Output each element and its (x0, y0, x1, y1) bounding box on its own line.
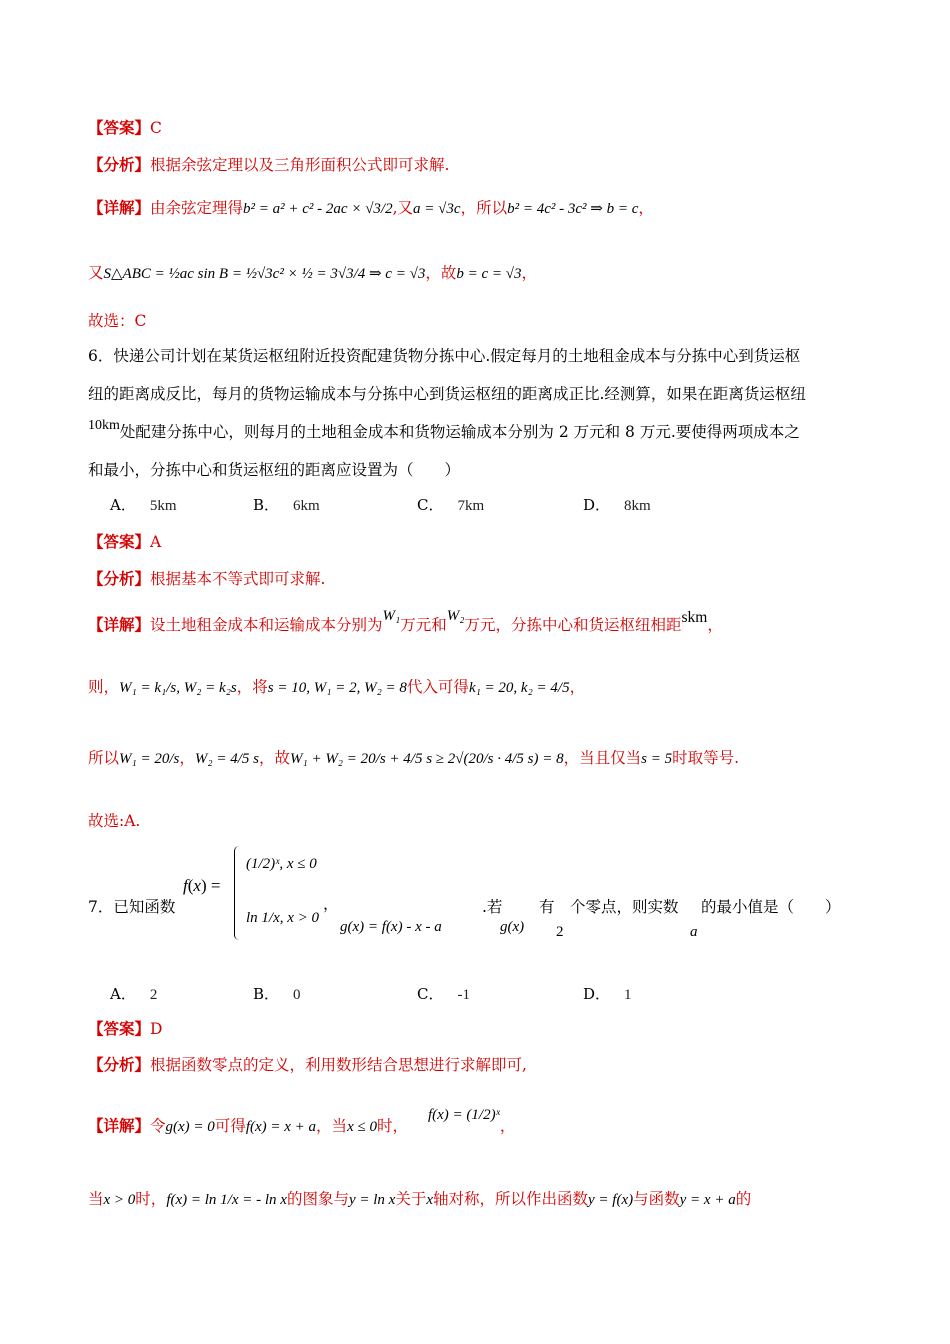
q7-comma: ， (323, 895, 339, 913)
q7-option-c[interactable] (417, 983, 470, 1004)
detail-text: ，所以 (460, 199, 508, 217)
detail-text: 由余弦定理得 (150, 199, 244, 217)
q5-detail-line-2 (88, 262, 537, 285)
option-value: 2 (149, 987, 158, 1003)
gx-symbol: g(x) (500, 919, 525, 935)
result-formula: b = c = √3 (456, 266, 522, 282)
q7-analysis-line (88, 1054, 527, 1076)
analysis-text: 根据函数零点的定义，利用数形结合思想进行求解即可, (150, 1056, 527, 1074)
detail-tag: 【详解】 (88, 1116, 151, 1135)
option-value: 1 (624, 987, 632, 1003)
option-label: A． (110, 985, 136, 1003)
f-equals-line-formula: f(x) = x + a (245, 1119, 317, 1135)
distance-value: 10km (88, 418, 120, 433)
q7-option-b[interactable] (253, 983, 301, 1004)
g-zero-formula: g(x) = 0 (165, 1119, 215, 1135)
option-label: C． (417, 496, 444, 514)
detail-text: ,又 (392, 199, 414, 217)
piecewise-case-2: ln 1/x, x > 0 (246, 910, 320, 926)
detail-tag: 【详解】 (88, 615, 151, 634)
q7-intro: 7．已知函数 (88, 898, 176, 916)
q6-stem-line-1: 6．快递公司计划在某货运枢纽附近投资配建货物分拣中心.假定每月的土地租金成本与分拣中心到货运枢 (88, 347, 801, 365)
analysis-text: 根据基本不等式即可求解. (150, 570, 326, 588)
option-value: 5km (149, 498, 177, 514)
q6-option-a[interactable] (110, 494, 177, 515)
detail-text: 则， (88, 678, 120, 696)
a-relation-formula: a = √3c (413, 201, 461, 217)
detail-text: 当 (88, 1190, 104, 1208)
detail-text: ， (569, 678, 586, 696)
q7-answer-line (88, 1018, 162, 1040)
answer-tag: 【答案】 (88, 118, 151, 137)
detail-text: 万元和 (400, 616, 447, 634)
inequality-formula: W₁ + W₂ = 20/s + 4/5 s ≥ 2√(20/s · 4/5 s) = 8 (289, 751, 564, 767)
detail-text: ， (499, 1117, 516, 1135)
q5-choose-line: 故选：C (88, 312, 147, 330)
detail-text: 轴对称，所以作出函数 (433, 1190, 589, 1208)
q5-detail-line-1 (88, 197, 654, 220)
detail-text: 令 (150, 1117, 166, 1135)
q7-ruo: .若 (482, 898, 503, 916)
q6-analysis-line (88, 568, 325, 590)
detail-text: 又 (88, 264, 104, 282)
detail-text: 设土地租金成本和运输成本分别为 (150, 616, 383, 634)
detail-text: 与函数 (633, 1190, 680, 1208)
q5-analysis-line (88, 154, 449, 176)
q6-detail-line-3 (88, 747, 739, 770)
detail-text: 万元，分拣中心和货运枢纽相距 (464, 616, 682, 634)
detail-text: ， (707, 616, 723, 634)
distance-symbol: skm (681, 609, 708, 626)
detail-text: 代入可得 (406, 678, 469, 696)
detail-text: ， (521, 264, 537, 282)
detail-text: ，故 (425, 264, 457, 282)
y-line-formula: y = x + a (679, 1192, 736, 1208)
y-f-formula: y = f(x) (588, 1192, 634, 1208)
detail-text: ，故 (258, 749, 290, 767)
q7-rest-2: 的最小值是（ ） (701, 898, 841, 916)
q6-option-d[interactable] (583, 494, 651, 515)
piecewise-brace (234, 846, 239, 940)
option-label: C． (417, 985, 444, 1003)
exp-formula: f(x) = (1/2)ˣ (427, 1107, 500, 1123)
option-label: D． (583, 985, 611, 1003)
w1-formula: W₁ = 20/s (119, 751, 180, 767)
detail-text: 关于 (395, 1190, 427, 1208)
equality-condition: s = 5 (641, 751, 673, 767)
answer-value: A (150, 533, 162, 551)
lnx-formula: y = ln x (348, 1192, 396, 1208)
q6-detail-line-1 (88, 608, 723, 637)
answer-value: C (150, 119, 162, 137)
stem-text: 处配建分拣中心，则每月的土地租金成本和货物运输成本分别为 2 万元和 8 万元.要使得两项成本之 (119, 423, 800, 441)
q6-stem-line-4: 和最小，分拣中心和货运枢纽的距离应设置为（ ） (88, 461, 461, 479)
detail-text: ， (638, 199, 654, 217)
detail-text: 可得 (214, 1117, 246, 1135)
detail-text: ，当且仅当 (563, 749, 642, 767)
w1-symbol: W₁ (382, 608, 401, 624)
option-label: B． (253, 985, 280, 1003)
q7-option-d[interactable] (583, 983, 632, 1004)
q6-answer-line (88, 531, 161, 553)
option-value: -1 (457, 987, 470, 1003)
answer-tag: 【答案】 (88, 1019, 151, 1038)
q6-option-b[interactable] (253, 494, 320, 515)
detail-text: 时， (376, 1117, 408, 1135)
detail-text: 所以 (88, 749, 120, 767)
w2-symbol: W₂ (446, 608, 465, 624)
detail-text: ，当 (316, 1117, 348, 1135)
q6-detail-line-2 (88, 676, 585, 699)
detail-text: 时取等号. (672, 749, 740, 767)
q6-stem-line-2: 纽的距离成反比，每月的货物运输成本与分拣中心到货运枢纽的距离成正比.经测算，如果在距离货运枢纽 (88, 385, 806, 403)
w2-formula: W₂ = 4/5 s (194, 751, 259, 767)
x-positive: x > 0 (103, 1192, 136, 1208)
log-formula: f(x) = ln 1/x = - ln x (166, 1192, 287, 1208)
option-label: A． (110, 496, 136, 514)
analysis-tag: 【分析】 (88, 155, 151, 174)
b-equals-c-formula: b² = 4c² - 3c² ⇒ b = c (507, 201, 639, 217)
analysis-tag: 【分析】 (88, 569, 151, 588)
a-symbol: a (690, 924, 698, 940)
detail-text: 的图象与 (286, 1190, 349, 1208)
cosine-law-formula: b² = a² + c² - 2ac × √3/2 (243, 201, 393, 217)
substitution-formula: s = 10, W₁ = 2, W₂ = 8 (267, 680, 407, 696)
detail-text: 时， (135, 1190, 167, 1208)
detail-text: ， (179, 749, 195, 767)
zero-count: 2 (556, 924, 564, 940)
detail-tag: 【详解】 (88, 198, 151, 217)
detail-text: 的 (735, 1190, 752, 1208)
q7-detail-line-1 (88, 1107, 516, 1138)
option-value: 7km (457, 498, 485, 514)
q7-rest: 个零点，则实数 (570, 898, 679, 916)
option-value: 8km (624, 498, 651, 514)
option-value: 6km (293, 498, 320, 514)
k-values-formula: k₁ = 20, k₂ = 4/5 (468, 680, 570, 696)
analysis-tag: 【分析】 (88, 1055, 151, 1074)
answer-tag: 【答案】 (88, 532, 151, 551)
q6-choose-line: 故选:A. (88, 812, 141, 830)
detail-text: ，将 (236, 678, 268, 696)
option-value: 0 (293, 987, 301, 1003)
cost-model-formula: W₁ = k₁/s, W₂ = k₂s (119, 680, 237, 696)
piecewise-function-lhs: f(x) = (183, 876, 221, 895)
q7-detail-line-2 (88, 1188, 751, 1211)
q5-answer-line (88, 117, 162, 139)
x-axis-symbol: x (426, 1192, 433, 1208)
q6-option-c[interactable] (417, 494, 484, 515)
q7-you: 有 (539, 898, 555, 916)
q7-option-a[interactable] (110, 983, 157, 1004)
option-label: D． (583, 496, 611, 514)
g-definition: g(x) = f(x) - x - a (340, 919, 442, 935)
piecewise-case-1: (1/2)ˣ, x ≤ 0 (246, 856, 317, 872)
q6-stem-line-3 (88, 418, 800, 445)
option-label: B． (253, 496, 280, 514)
answer-value: D (150, 1020, 163, 1038)
area-formula: S△ABC = ½ac sin B = ½√3c² × ½ = 3√3/4 ⇒ c = √3 (103, 266, 426, 282)
x-nonpositive: x ≤ 0 (347, 1119, 377, 1135)
analysis-text: 根据余弦定理以及三角形面积公式即可求解. (150, 156, 450, 174)
